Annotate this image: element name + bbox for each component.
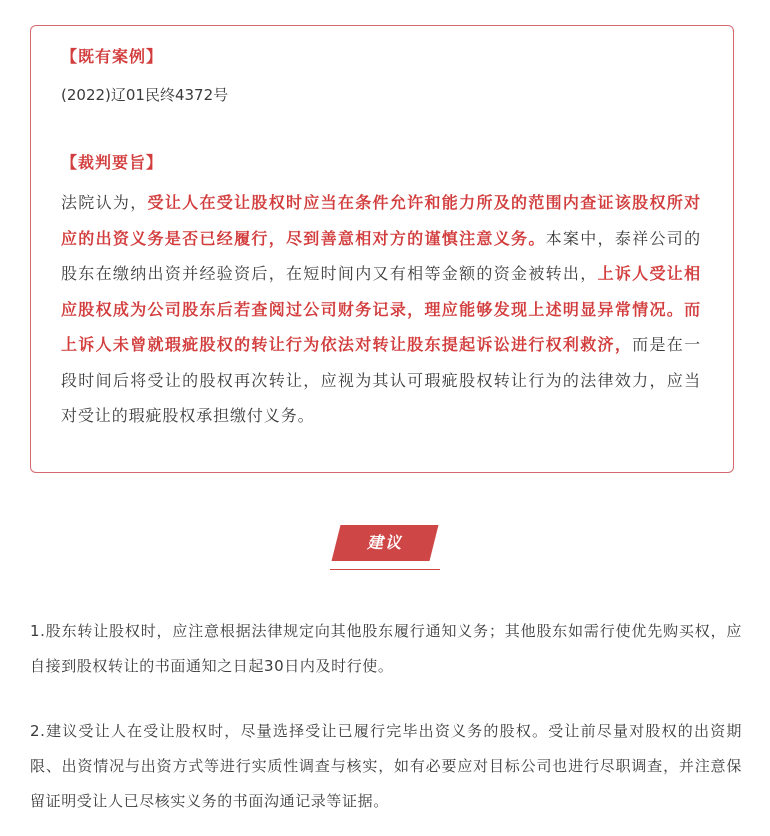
badge-underline: [330, 569, 440, 570]
ruling-segment: 本案中，泰祥公司的股东在缴纳出资并经验资后，在短时间内又有相等金额的资金被转出，: [61, 228, 701, 283]
badge-label: 建议: [366, 533, 403, 552]
ruling-segment-highlight: 受让人在受让股权时应当在条件允许和能力所及的范围内查证该股权所对应的出资义务是否已经履行，尽到善意相对方的谨慎注意义务。: [61, 193, 701, 248]
ruling-segment-highlight: 上诉人受让相应股权成为公司股东后若查阅过公司财务记录，理应能够发现上述明显异常情况。而上诉人未曾就瑕疵股权的转让行为依法对转让股东提起诉讼进行权利救济，: [61, 264, 702, 354]
existing-case-heading: 【既有案例】: [61, 47, 164, 66]
case-number: (2022)辽01民终4372号: [61, 86, 229, 104]
case-box: [30, 25, 734, 473]
ruling-heading: 【裁判要旨】: [61, 153, 164, 172]
suggestion-item-1: 1.股东转让股权时，应注意根据法律规定向其他股东履行通知义务；其他股东如需行使优先购买权，应自接到股权转让的书面通知之日起30日内及时行使。: [30, 622, 742, 675]
suggestion-badge: [330, 525, 440, 571]
suggestion-item-2: 2.建议受让人在受让股权时，尽量选择受让已履行完毕出资义务的股权。受让前尽量对股权的出资期限、出资情况与出资方式等进行实质性调查与核实，如有必要应对目标公司也进行尽职调查，并注意保留证明受让人已尽核实义务的书面沟通记录等证据。: [30, 722, 742, 810]
ruling-paragraph: [61, 185, 701, 434]
ruling-segment: 法院认为，: [61, 193, 148, 212]
ruling-segment: 而是在一段时间后将受让的股权再次转让，应视为其认可瑕疵股权转让行为的法律效力，应当对受让的瑕疵股权承担缴付义务。: [61, 335, 701, 425]
